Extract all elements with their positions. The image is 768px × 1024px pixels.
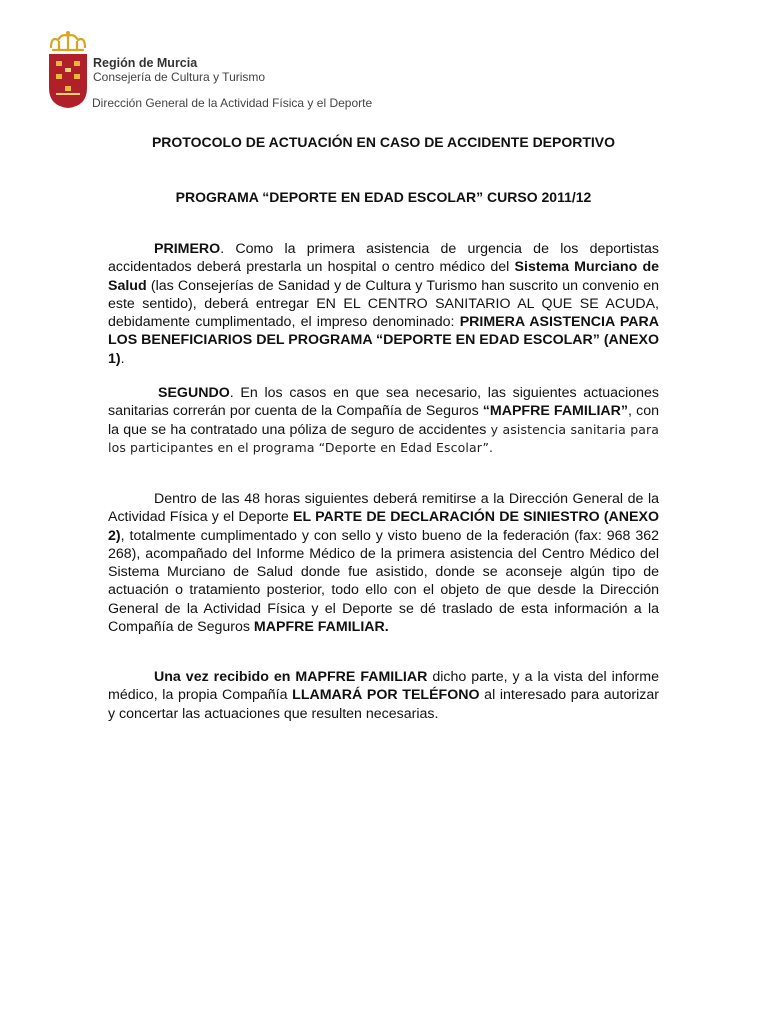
coat-of-arms-icon: [48, 30, 88, 110]
mapfre-text-2: al interesado para autorizar y concertar las actuaciones que resulten necesarias.: [108, 687, 659, 722]
letterhead-region: Región de Murcia: [93, 56, 198, 70]
segundo-text-1: . En los casos en que sea necesario, las siguientes actuaciones sanitarias correrán por cuenta de la Compañía de Seguros: [108, 385, 659, 420]
primero-text-2: (las Consejerías de Sanidad y de Cultura y Turismo han suscrito un convenio en este sentido), deberá entregar EN EL CENTRO SANITARIO AL QUE SE ACUDA, debidamente cumplimentado, el impreso denominado:: [108, 277, 659, 331]
primero-bold-1: Sistema Murciano de Salud: [108, 259, 659, 294]
paragraph-mapfre: [108, 668, 659, 723]
document-title: PROTOCOLO DE ACTUACIÓN EN CASO DE ACCIDENTE DEPORTIVO: [151, 134, 616, 150]
segundo-lead: SEGUNDO: [158, 385, 230, 401]
primero-text-3: .: [120, 350, 125, 367]
letterhead-direccion-general: Dirección General de la Actividad Física y el Deporte: [92, 96, 373, 110]
mapfre-bold-1: Una vez recibido en MAPFRE FAMILIAR: [154, 669, 428, 685]
mapfre-text-1: dicho parte, y a la vista del informe médico, la propia Compañía: [108, 669, 659, 704]
paragraph-primero: [108, 240, 659, 368]
segundo-text-2: , con la que se ha contratado una póliza de seguro de accidentes: [108, 403, 659, 438]
plazo-text-2: , totalmente cumplimentado y con sello y visto bueno de la federación (fax: 968 362 268), acompañado del Informe Médico de la primera asistencia del Centro Médico del Sistema Murciano de Salud donde fue asistido, donde se aconseje algún tipo de actuación o tratamiento posterior, todo ello con el objeto de que desde la Dirección General de la Actividad Física y el Deporte se dé traslado de esta información a la Compañía de Seguros: [108, 527, 659, 636]
plazo-bold-1: EL PARTE DE DECLARACIÓN DE SINIESTRO (ANEXO 2): [108, 509, 659, 544]
plazo-bold-2: MAPFRE FAMILIAR.: [253, 619, 389, 636]
primero-lead: PRIMERO: [154, 241, 221, 257]
letterhead-consejeria: Consejería de Cultura y Turismo: [93, 70, 266, 84]
document-subtitle: PROGRAMA “DEPORTE EN EDAD ESCOLAR” CURSO 2011/12: [175, 189, 592, 205]
paragraph-plazo: [108, 490, 659, 636]
paragraph-segundo: [108, 384, 659, 457]
segundo-text-3: y asistencia sanitaria para los participantes en el programa “Deporte en Edad Escolar”.: [108, 421, 659, 455]
primero-bold-2: PRIMERA ASISTENCIA PARA LOS BENEFICIARIOS DEL PROGRAMA “DEPORTE EN EDAD ESCOLAR” (ANEXO 1): [108, 314, 660, 367]
segundo-bold-1: “MAPFRE FAMILIAR”: [482, 403, 629, 420]
mapfre-bold-2: LLAMARÁ POR TELÉFONO: [292, 687, 480, 704]
primero-text-1: . Como la primera asistencia de urgencia de los deportistas accidentados deberá prestarla un hospital o centro médico del: [108, 241, 659, 276]
plazo-text-1: Dentro de las 48 horas siguientes deberá remitirse a la Dirección General de la Actividad Física y el Deporte: [108, 491, 659, 526]
